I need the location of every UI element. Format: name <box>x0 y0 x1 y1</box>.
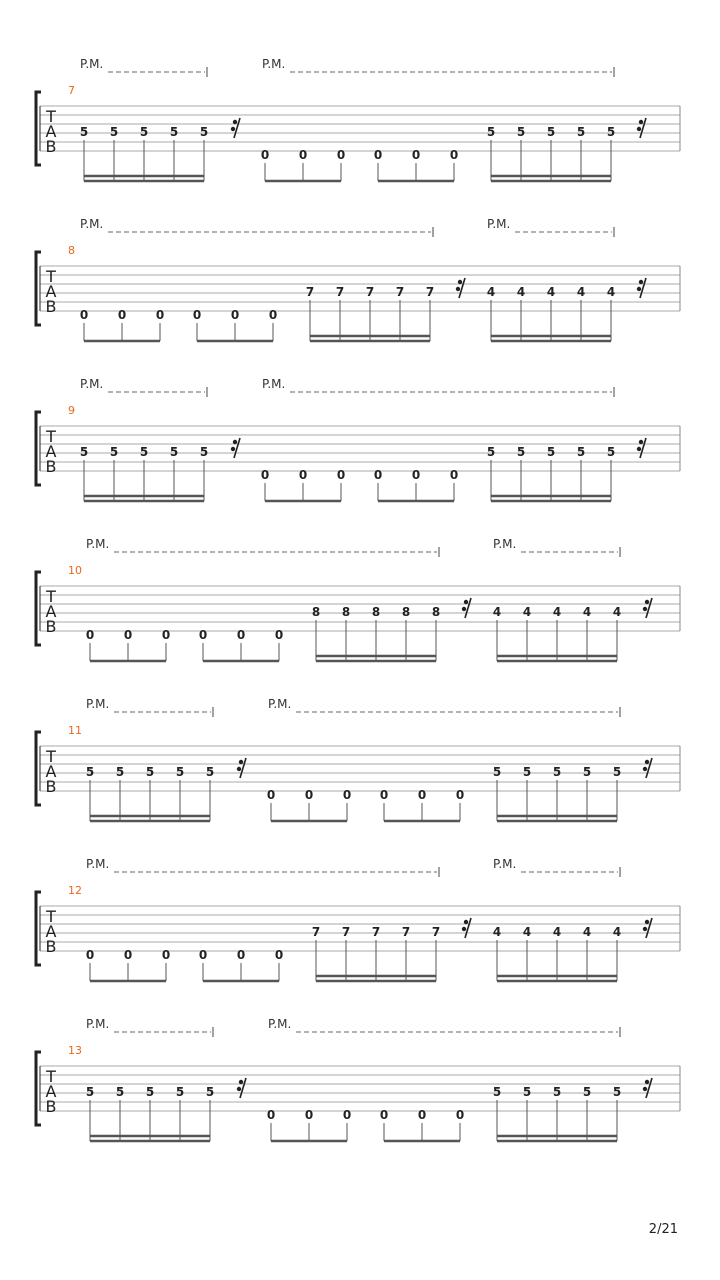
rest-dot <box>231 447 235 451</box>
fret-number: 0 <box>342 788 352 802</box>
fret-number: 5 <box>85 765 95 779</box>
page-number: 2/21 <box>648 1222 678 1237</box>
fret-number: 8 <box>371 605 381 619</box>
fret-number: 7 <box>341 925 351 939</box>
rest-dot <box>462 927 466 931</box>
rest-dot <box>237 767 241 771</box>
sixteenth-rest <box>643 758 652 778</box>
measure-number: 9 <box>68 404 75 417</box>
fret-number: 7 <box>401 925 411 939</box>
sixteenth-rest <box>643 1078 652 1098</box>
sixteenth-rest <box>237 1078 246 1098</box>
tab-letter-b: B <box>45 937 57 956</box>
tab-letter-t: T <box>46 427 56 446</box>
measure-number: 11 <box>68 724 82 737</box>
fret-number: 5 <box>492 765 502 779</box>
fret-number: 0 <box>342 1108 352 1122</box>
measure-number: 7 <box>68 84 75 97</box>
sixteenth-rest <box>637 278 646 298</box>
fret-number: 5 <box>109 125 119 139</box>
fret-number: 4 <box>516 285 526 299</box>
measure-number: 10 <box>68 564 82 577</box>
rest-dot <box>637 127 641 131</box>
fret-number: 0 <box>161 628 171 642</box>
fret-number: 0 <box>379 788 389 802</box>
fret-number: 0 <box>449 468 459 482</box>
sixteenth-rest <box>237 758 246 778</box>
rest-dot <box>639 440 643 444</box>
fret-number: 7 <box>425 285 435 299</box>
rest-dot <box>643 607 647 611</box>
fret-number: 8 <box>401 605 411 619</box>
fret-number: 5 <box>115 765 125 779</box>
fret-number: 0 <box>230 308 240 322</box>
fret-number: 5 <box>606 125 616 139</box>
palm-mute-label: P.M. <box>80 57 104 71</box>
fret-number: 4 <box>612 925 622 939</box>
fret-number: 7 <box>335 285 345 299</box>
rest-dot <box>458 280 462 284</box>
fret-number: 0 <box>449 148 459 162</box>
tab-letter-a: A <box>45 1082 57 1101</box>
fret-number: 0 <box>336 148 346 162</box>
fret-number: 0 <box>192 308 202 322</box>
fret-number: 0 <box>274 948 284 962</box>
fret-number: 4 <box>606 285 616 299</box>
tab-letter-t: T <box>46 107 56 126</box>
fret-number: 0 <box>336 468 346 482</box>
fret-number: 4 <box>552 605 562 619</box>
tab-letter-a: A <box>45 602 57 621</box>
fret-number: 5 <box>576 445 586 459</box>
fret-number: 5 <box>199 445 209 459</box>
fret-number: 7 <box>305 285 315 299</box>
fret-number: 0 <box>417 1108 427 1122</box>
sixteenth-rest <box>643 918 652 938</box>
fret-number: 0 <box>455 1108 465 1122</box>
fret-number: 0 <box>411 148 421 162</box>
palm-mute-label: P.M. <box>86 697 110 711</box>
tab-letter-b: B <box>45 137 57 156</box>
palm-mute-label: P.M. <box>487 217 511 231</box>
fret-number: 0 <box>268 308 278 322</box>
tab-letter-t: T <box>46 747 56 766</box>
palm-mute-label: P.M. <box>262 377 286 391</box>
rest-dot <box>239 760 243 764</box>
fret-number: 0 <box>198 948 208 962</box>
fret-number: 5 <box>516 125 526 139</box>
tab-letter-b: B <box>45 777 57 796</box>
fret-number: 5 <box>139 445 149 459</box>
tab-letter-b: B <box>45 617 57 636</box>
rest-dot <box>462 607 466 611</box>
rest-dot <box>639 280 643 284</box>
fret-number: 0 <box>411 468 421 482</box>
palm-mute-label: P.M. <box>493 857 517 871</box>
rest-dot <box>231 127 235 131</box>
fret-number: 5 <box>145 1085 155 1099</box>
fret-number: 0 <box>417 788 427 802</box>
fret-number: 0 <box>298 468 308 482</box>
fret-number: 5 <box>175 1085 185 1099</box>
fret-number: 5 <box>109 445 119 459</box>
fret-number: 0 <box>373 468 383 482</box>
fret-number: 0 <box>266 1108 276 1122</box>
rest-dot <box>645 600 649 604</box>
page-number-holder <box>649 1222 678 1237</box>
palm-mute-label: P.M. <box>493 537 517 551</box>
fret-number: 7 <box>431 925 441 939</box>
fret-number: 4 <box>612 605 622 619</box>
fret-number: 5 <box>175 765 185 779</box>
tab-letter-a: A <box>45 282 57 301</box>
fret-number: 7 <box>395 285 405 299</box>
palm-mute-label: P.M. <box>262 57 286 71</box>
fret-number: 5 <box>552 1085 562 1099</box>
fret-number: 0 <box>274 628 284 642</box>
fret-number: 5 <box>522 1085 532 1099</box>
fret-number: 8 <box>341 605 351 619</box>
rest-dot <box>639 120 643 124</box>
rest-dot <box>645 760 649 764</box>
fret-number: 0 <box>260 148 270 162</box>
fret-number: 5 <box>582 1085 592 1099</box>
rest-dot <box>643 927 647 931</box>
fret-number: 0 <box>123 628 133 642</box>
rest-dot <box>464 600 468 604</box>
rest-dot <box>645 1080 649 1084</box>
sixteenth-rest <box>231 118 240 138</box>
palm-mute-label: P.M. <box>86 537 110 551</box>
palm-mute-label: P.M. <box>268 1017 292 1031</box>
sixteenth-rest <box>462 598 471 618</box>
tab-system <box>36 1017 680 1141</box>
rest-dot <box>233 120 237 124</box>
rest-dot <box>645 920 649 924</box>
fret-number: 5 <box>145 765 155 779</box>
fret-number: 0 <box>236 628 246 642</box>
palm-mute-label: P.M. <box>80 377 104 391</box>
sixteenth-rest <box>637 438 646 458</box>
rest-dot <box>637 447 641 451</box>
fret-number: 0 <box>198 628 208 642</box>
tab-letter-a: A <box>45 922 57 941</box>
fret-number: 5 <box>492 1085 502 1099</box>
fret-number: 5 <box>546 445 556 459</box>
fret-number: 5 <box>85 1085 95 1099</box>
fret-number: 0 <box>266 788 276 802</box>
rest-dot <box>643 1087 647 1091</box>
tab-letter-t: T <box>46 907 56 926</box>
fret-number: 5 <box>115 1085 125 1099</box>
tab-letter-t: T <box>46 1067 56 1086</box>
fret-number: 0 <box>304 1108 314 1122</box>
tab-system <box>36 377 680 501</box>
fret-number: 5 <box>552 765 562 779</box>
tab-system <box>36 217 680 341</box>
fret-number: 5 <box>546 125 556 139</box>
fret-number: 5 <box>582 765 592 779</box>
tab-letter-a: A <box>45 442 57 461</box>
fret-number: 4 <box>492 605 502 619</box>
rest-dot <box>233 440 237 444</box>
fret-number: 5 <box>606 445 616 459</box>
measure-number: 12 <box>68 884 82 897</box>
tab-system <box>36 697 680 821</box>
fret-number: 0 <box>236 948 246 962</box>
fret-number: 4 <box>582 925 592 939</box>
fret-number: 4 <box>546 285 556 299</box>
fret-number: 0 <box>85 628 95 642</box>
sixteenth-rest <box>462 918 471 938</box>
palm-mute-label: P.M. <box>86 857 110 871</box>
palm-mute-label: P.M. <box>86 1017 110 1031</box>
rest-dot <box>237 1087 241 1091</box>
fret-number: 0 <box>161 948 171 962</box>
fret-number: 5 <box>516 445 526 459</box>
fret-number: 5 <box>79 445 89 459</box>
fret-number: 4 <box>576 285 586 299</box>
measure-number: 8 <box>68 244 75 257</box>
fret-number: 5 <box>612 1085 622 1099</box>
tab-letter-t: T <box>46 587 56 606</box>
fret-number: 0 <box>455 788 465 802</box>
fret-number: 5 <box>79 125 89 139</box>
fret-number: 4 <box>522 605 532 619</box>
sixteenth-rest <box>456 278 465 298</box>
fret-number: 4 <box>486 285 496 299</box>
fret-number: 7 <box>311 925 321 939</box>
fret-number: 0 <box>304 788 314 802</box>
fret-number: 4 <box>522 925 532 939</box>
rest-dot <box>643 767 647 771</box>
tab-system <box>36 537 680 661</box>
rest-dot <box>464 920 468 924</box>
fret-number: 5 <box>205 765 215 779</box>
fret-number: 0 <box>260 468 270 482</box>
tab-letter-t: T <box>46 267 56 286</box>
fret-number: 5 <box>486 445 496 459</box>
rest-dot <box>637 287 641 291</box>
fret-number: 4 <box>552 925 562 939</box>
fret-number: 7 <box>371 925 381 939</box>
tab-letter-b: B <box>45 297 57 316</box>
fret-number: 8 <box>431 605 441 619</box>
fret-number: 0 <box>298 148 308 162</box>
fret-number: 0 <box>379 1108 389 1122</box>
palm-mute-label: P.M. <box>268 697 292 711</box>
fret-number: 0 <box>79 308 89 322</box>
tab-letter-a: A <box>45 762 57 781</box>
fret-number: 7 <box>365 285 375 299</box>
measure-number: 13 <box>68 1044 82 1057</box>
fret-number: 5 <box>139 125 149 139</box>
sixteenth-rest <box>637 118 646 138</box>
fret-number: 4 <box>582 605 592 619</box>
fret-number: 0 <box>85 948 95 962</box>
fret-number: 5 <box>612 765 622 779</box>
fret-number: 0 <box>373 148 383 162</box>
fret-number: 4 <box>492 925 502 939</box>
palm-mute-label: P.M. <box>80 217 104 231</box>
tab-letter-b: B <box>45 1097 57 1116</box>
tab-system <box>36 57 680 181</box>
sixteenth-rest <box>231 438 240 458</box>
fret-number: 5 <box>522 765 532 779</box>
sixteenth-rest <box>643 598 652 618</box>
fret-number: 8 <box>311 605 321 619</box>
fret-number: 0 <box>155 308 165 322</box>
rest-dot <box>456 287 460 291</box>
fret-number: 0 <box>123 948 133 962</box>
fret-number: 0 <box>117 308 127 322</box>
fret-number: 5 <box>199 125 209 139</box>
fret-number: 5 <box>169 445 179 459</box>
fret-number: 5 <box>205 1085 215 1099</box>
fret-number: 5 <box>576 125 586 139</box>
fret-number: 5 <box>486 125 496 139</box>
rest-dot <box>239 1080 243 1084</box>
tab-letter-b: B <box>45 457 57 476</box>
tab-letter-a: A <box>45 122 57 141</box>
fret-number: 5 <box>169 125 179 139</box>
tab-system <box>36 857 680 981</box>
